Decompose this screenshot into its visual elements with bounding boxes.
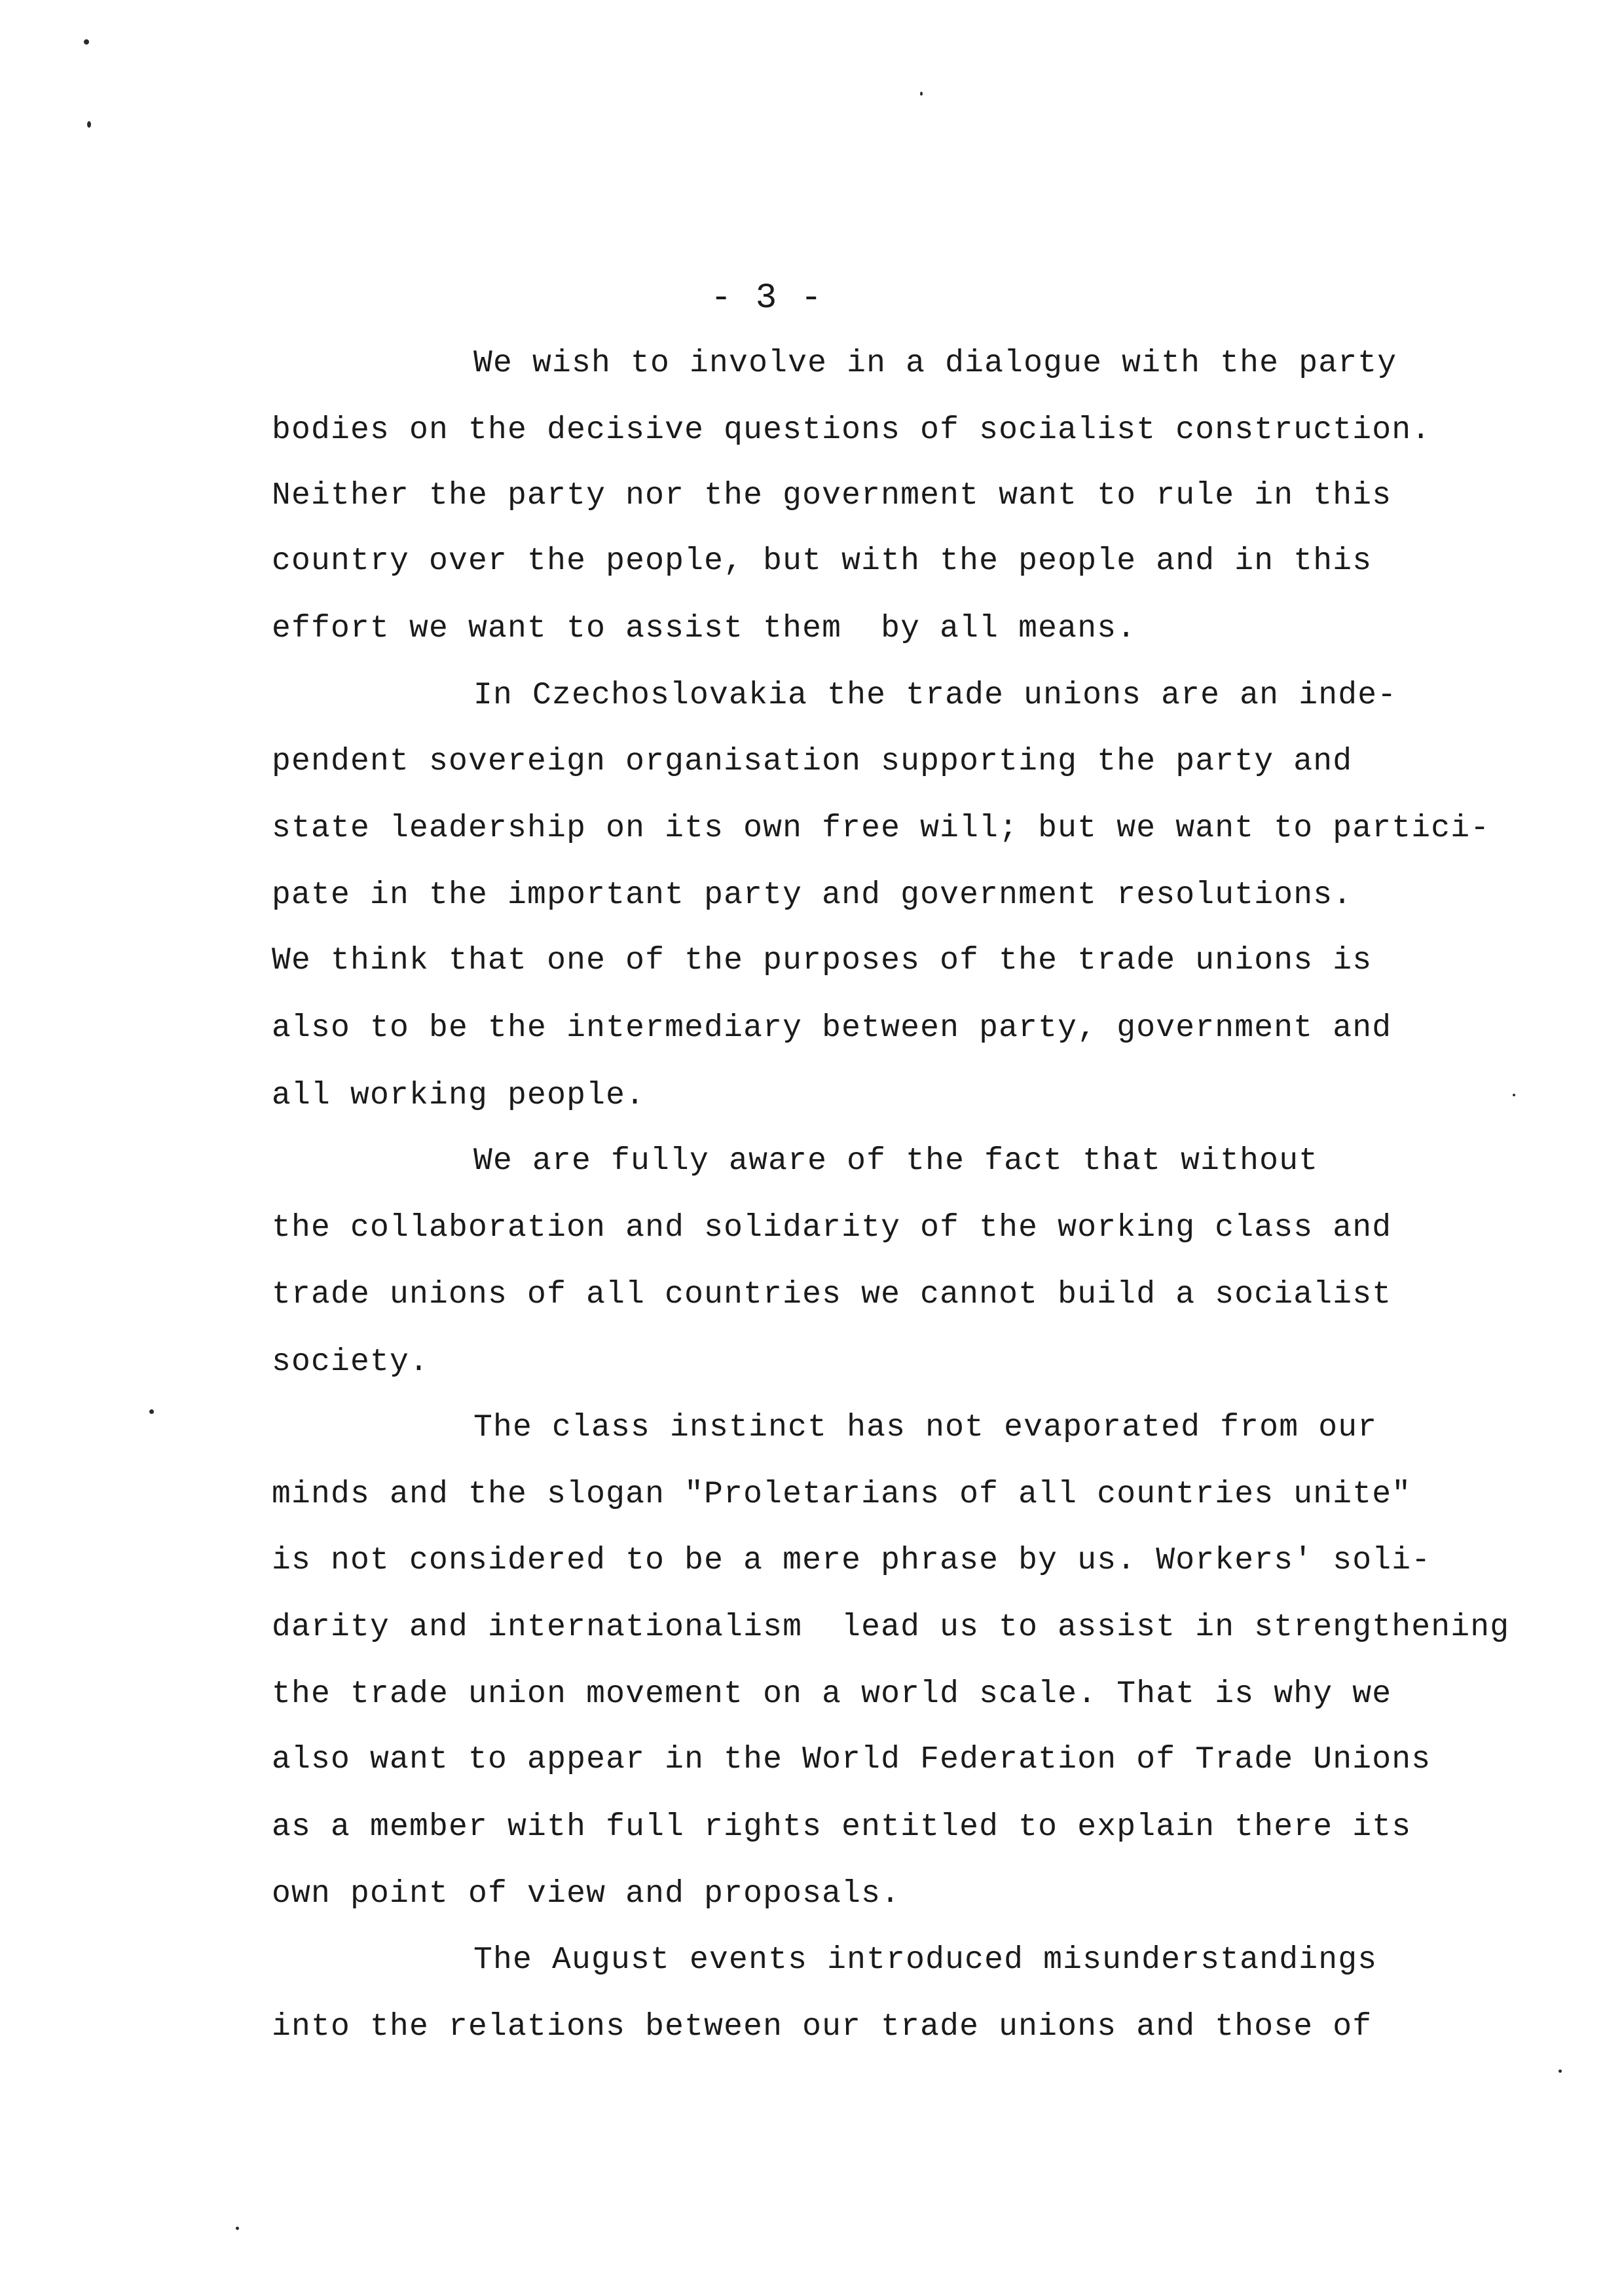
scan-speck (87, 121, 91, 128)
text-line: own point of view and proposals. (272, 1876, 901, 1912)
text-line: also want to appear in the World Federation of Trade Unions (272, 1742, 1431, 1777)
text-line: also to be the intermediary between party, government and (272, 1011, 1392, 1046)
text-line: We wish to involve in a dialogue with the party (473, 346, 1397, 381)
scan-speck (1559, 2070, 1562, 2073)
text-line: into the relations between our trade unions and those of (272, 2009, 1373, 2045)
scan-speck (920, 92, 923, 96)
text-line: the collaboration and solidarity of the working class and (272, 1210, 1392, 1246)
text-line: In Czechoslovakia the trade unions are an inde- (473, 678, 1397, 713)
text-line: trade unions of all countries we cannot build a socialist (272, 1277, 1392, 1312)
text-line: country over the people, but with the people and in this (272, 544, 1373, 579)
scan-speck (236, 2227, 239, 2230)
page-number: - 3 - (710, 278, 824, 318)
text-line: as a member with full rights entitled to explain there its (272, 1810, 1412, 1845)
text-line: Neither the party nor the government want to rule in this (272, 478, 1392, 513)
text-line: pate in the important party and government resolutions. (272, 878, 1353, 913)
text-line: The August events introduced misunderstandings (473, 1942, 1378, 1978)
text-line: is not considered to be a mere phrase by us. Workers' soli- (272, 1543, 1431, 1578)
scan-speck (149, 1409, 154, 1414)
text-line: the trade union movement on a world scale. That is why we (272, 1677, 1392, 1712)
scan-speck (1513, 1094, 1515, 1096)
text-line: society. (272, 1345, 430, 1380)
text-line: all working people. (272, 1078, 646, 1113)
text-line: minds and the slogan "Proletarians of all countries unite" (272, 1477, 1412, 1512)
scan-speck (84, 39, 89, 45)
text-line: We think that one of the purposes of the trade unions is (272, 943, 1373, 978)
text-line: We are fully aware of the fact that without (473, 1143, 1319, 1179)
text-line: The class instinct has not evaporated from our (473, 1410, 1378, 1445)
text-line: darity and internationalism lead us to assist in strengthening (272, 1610, 1510, 1645)
text-line: state leadership on its own free will; but we want to partici- (272, 811, 1490, 846)
text-line: bodies on the decisive questions of socialist construction. (272, 413, 1431, 448)
text-line: pendent sovereign organisation supporting the party and (272, 744, 1353, 779)
text-line: effort we want to assist them by all means. (272, 611, 1137, 646)
